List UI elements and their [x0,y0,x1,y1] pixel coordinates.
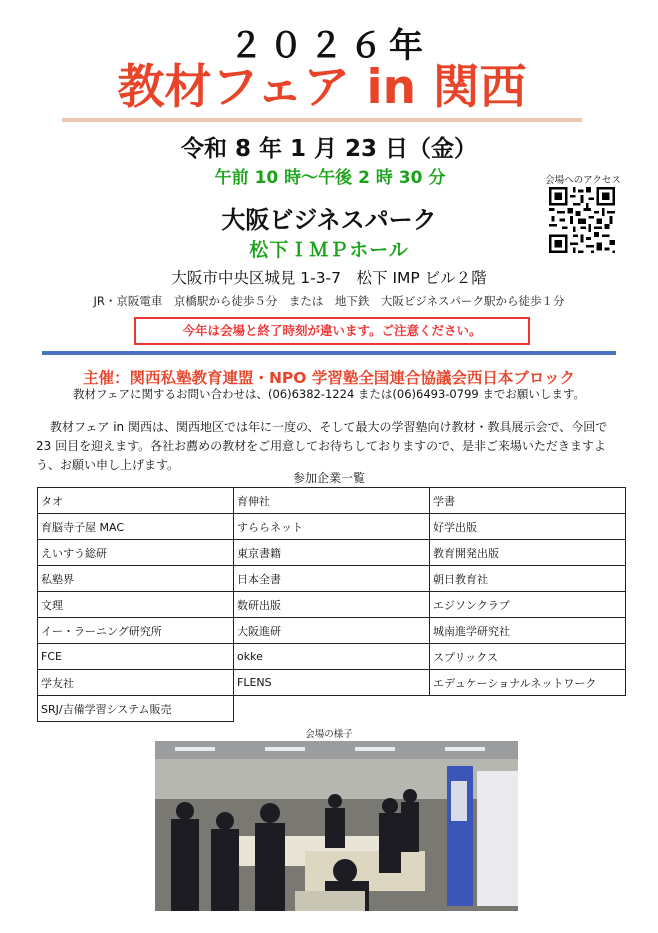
event-title: 教材フェア in 関西 [117,60,527,115]
exhibitor-cell: 育脳寺子屋 MAC [38,514,234,540]
venue-photo [155,741,518,911]
section-divider [42,351,616,355]
empty-cell [234,696,430,722]
event-year: ２０２６年 [229,26,429,66]
exhibitor-cell: タオ [38,488,234,514]
access-directions: JR・京阪電車 京橋駅から徒歩５分 または 地下鉄 大阪ビジネスパーク駅から徒歩１分 [93,294,565,308]
exhibitor-cell: スプリックス [430,644,626,670]
exhibitor-cell: okke [234,644,430,670]
table-row [38,618,626,644]
table-row [38,696,626,722]
table-row [38,670,626,696]
exhibitor-cell: 育伸社 [234,488,430,514]
exhibitor-table [37,487,626,722]
title-underline [62,118,582,122]
qr-label: 会場へのアクセス [545,175,621,186]
organizer: 主催：関西私塾教育連盟・NPO 学習塾全国連合協議会西日本ブロック [82,369,576,387]
notice-text: 今年は会場と終了時刻が違います。ご注意ください。 [182,323,482,338]
venue-name: 大阪ビジネスパーク [221,206,437,234]
exhibitor-cell: 学友社 [38,670,234,696]
exhibitor-cell: えいすう総研 [38,540,234,566]
exhibitor-cell: 東京書籍 [234,540,430,566]
exhibitor-cell: FCE [38,644,234,670]
inquiry-text: 教材フェアに関するお問い合わせは、(06)6382-1224 または(06)6493-0799 までお願いします。 [73,387,585,401]
venue-address: 大阪市中央区城見 1-3-7 松下 IMP ビル２階 [171,269,487,287]
exhibitor-cell: 数研出版 [234,592,430,618]
table-row [38,592,626,618]
event-time: 午前 10 時～午後 2 時 30 分 [214,168,446,188]
exhibitor-cell: イー・ラーニング研究所 [38,618,234,644]
exhibitor-cell: エジソンクラブ [430,592,626,618]
exhibitor-cell: FLENS [234,670,430,696]
exhibitor-cell: 私塾界 [38,566,234,592]
event-date: 令和 8 年 1 月 23 日（金） [180,136,478,162]
exhibitor-cell: 城南進学研究社 [430,618,626,644]
event-title-block [62,58,582,120]
table-row [38,514,626,540]
exhibitor-cell: 好学出版 [430,514,626,540]
exhibitor-cell: エデュケーショナルネットワーク [430,670,626,696]
exhibitor-cell: 教育開発出版 [430,540,626,566]
exhibitor-cell: 日本全書 [234,566,430,592]
table-row [38,644,626,670]
exhibitor-cell: 文理 [38,592,234,618]
table-row [38,540,626,566]
intro-paragraph: 教材フェア in 関西は、関西地区では年に一度の、そして最大の学習塾向け教材・教具展示会で、今回で 23 回目を迎えます。各社お薦めの教材をご用意してお待ちしておりますので、是非ご来場いただきますよう、お願い申し上げます。 [36,420,608,472]
exhibitor-cell: 朝日教育社 [430,566,626,592]
table-row [38,488,626,514]
empty-cell [430,696,626,722]
exhibitor-cell: 大阪進研 [234,618,430,644]
venue-hall: 松下ＩＭＰホール [249,239,409,261]
table-row [38,566,626,592]
photo-caption: 会場の様子 [305,729,353,740]
notice-box [134,317,530,345]
exhibitor-cell: すららネット [234,514,430,540]
exhibitor-cell: 学書 [430,488,626,514]
exhibitor-list-title: 参加企業一覧 [292,471,365,485]
exhibitor-cell: SRJ/吉備学習システム販売 [38,696,234,722]
